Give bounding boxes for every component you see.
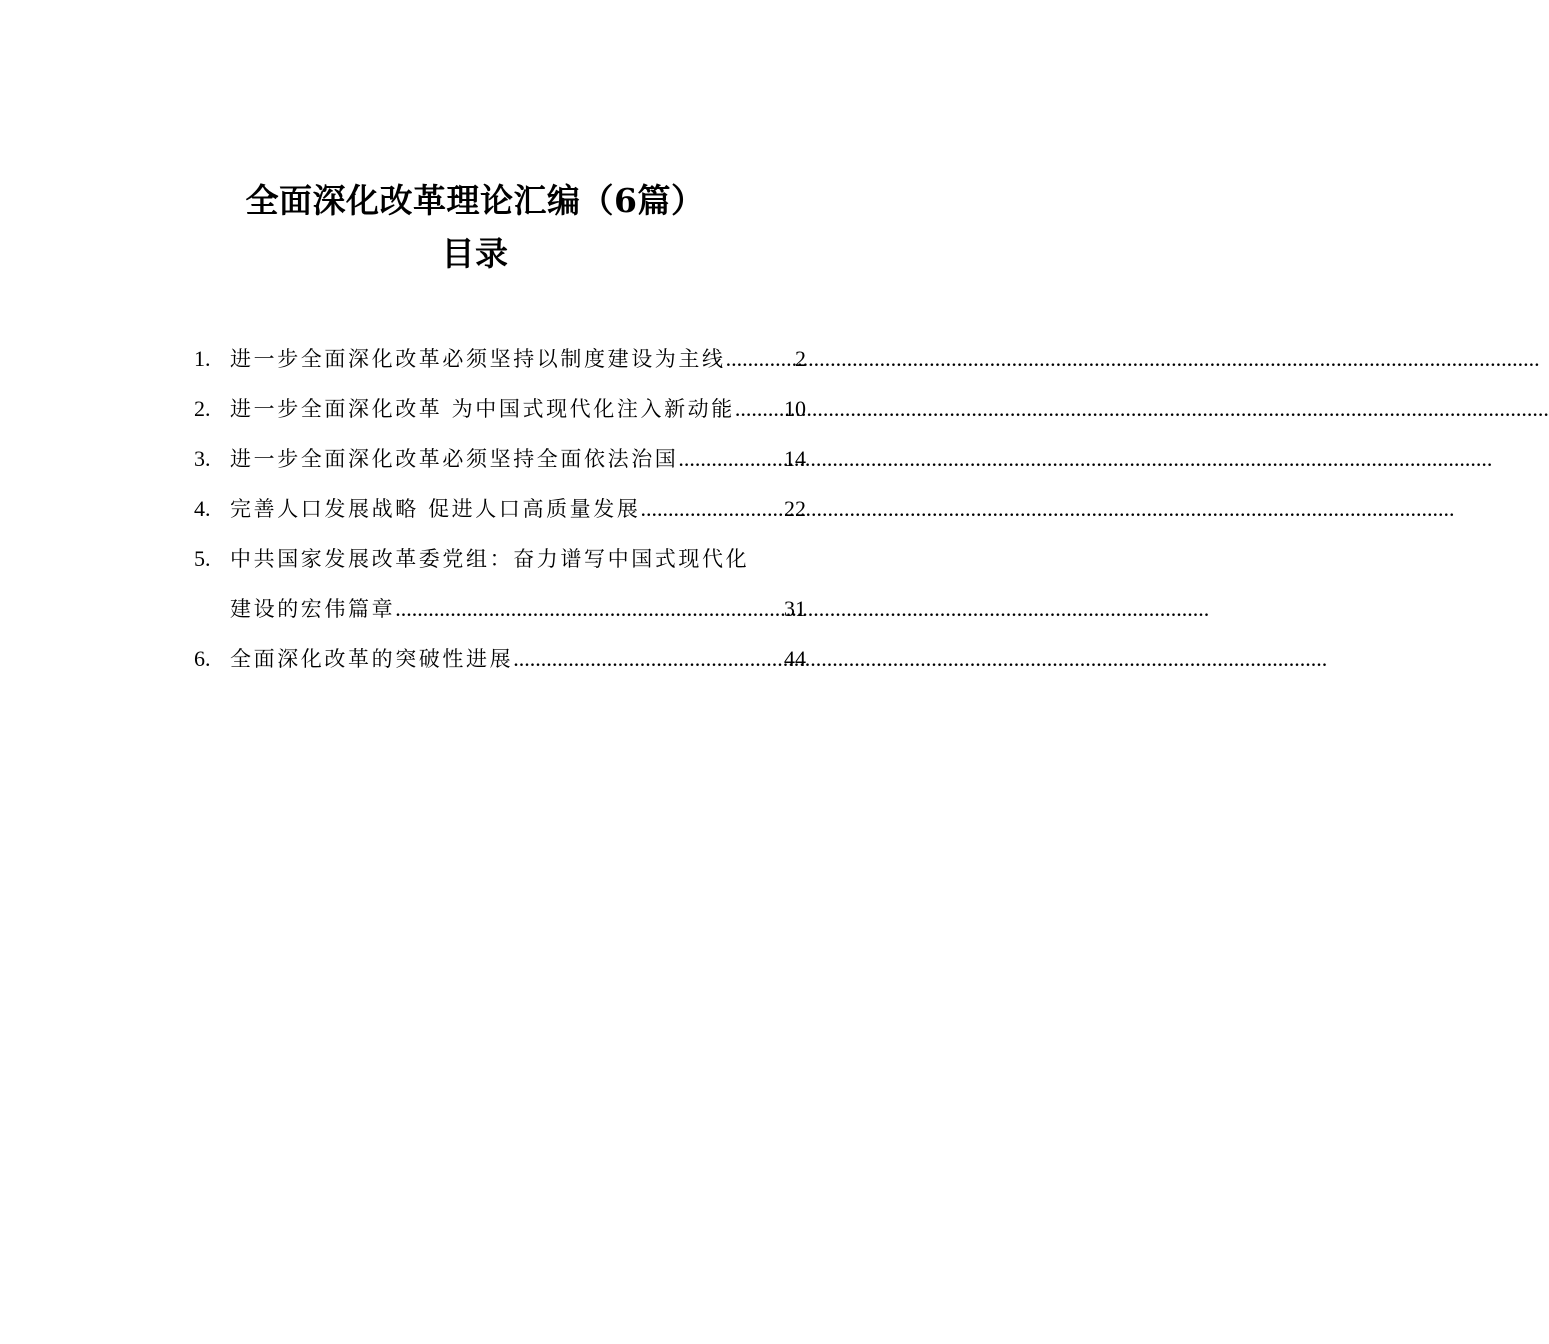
toc-entry-page: 10 (784, 396, 806, 421)
table-of-contents (194, 334, 806, 684)
toc-entry-6[interactable] (194, 634, 806, 684)
toc-entry-number: 6. (194, 646, 211, 671)
toc-entry-title-continued: 建设的宏伟篇章 (230, 597, 396, 621)
toc-entry-number: 1. (194, 346, 211, 371)
toc-entry-title: 进一步全面深化改革 为中国式现代化注入新动能 (230, 397, 735, 421)
toc-leader-dots (640, 484, 784, 534)
toc-entry-number: 2. (194, 396, 211, 421)
toc-entry-2[interactable] (194, 384, 806, 434)
toc-entry-title: 完善人口发展战略 促进人口高质量发展 (230, 497, 641, 521)
document-title: 全面深化改革理论汇编（6篇） (245, 181, 705, 220)
toc-entry-5[interactable] (194, 534, 806, 584)
toc-entry-title: 中共国家发展改革委党组：奋力谱写中国式现代化 (230, 547, 750, 571)
toc-entry-5-continued[interactable] (194, 584, 806, 634)
toc-entry-title: 进一步全面深化改革必须坚持全面依法治国 (230, 447, 679, 471)
toc-leader-dots (395, 584, 784, 634)
toc-entry-number: 5. (194, 546, 211, 571)
toc-leader-dots (726, 334, 795, 384)
toc-entry-number: 3. (194, 446, 211, 471)
toc-entry-page: 14 (784, 446, 806, 471)
toc-entry-page: 44 (784, 646, 806, 671)
toc-leader-dots (678, 434, 784, 484)
toc-heading: 目录 (441, 234, 509, 273)
toc-entry-page: 31 (784, 596, 806, 621)
toc-entry-4[interactable] (194, 484, 806, 534)
toc-leader-dots (513, 634, 784, 684)
toc-entry-3[interactable] (194, 434, 806, 484)
toc-entry-page: 2 (795, 346, 806, 371)
toc-entry-title: 全面深化改革的突破性进展 (230, 647, 514, 671)
toc-entry-title: 进一步全面深化改革必须坚持以制度建设为主线 (230, 347, 726, 371)
toc-entry-1[interactable] (194, 334, 806, 384)
toc-leader-dots (735, 384, 784, 434)
toc-entry-number: 4. (194, 496, 211, 521)
toc-entry-page: 22 (784, 496, 806, 521)
